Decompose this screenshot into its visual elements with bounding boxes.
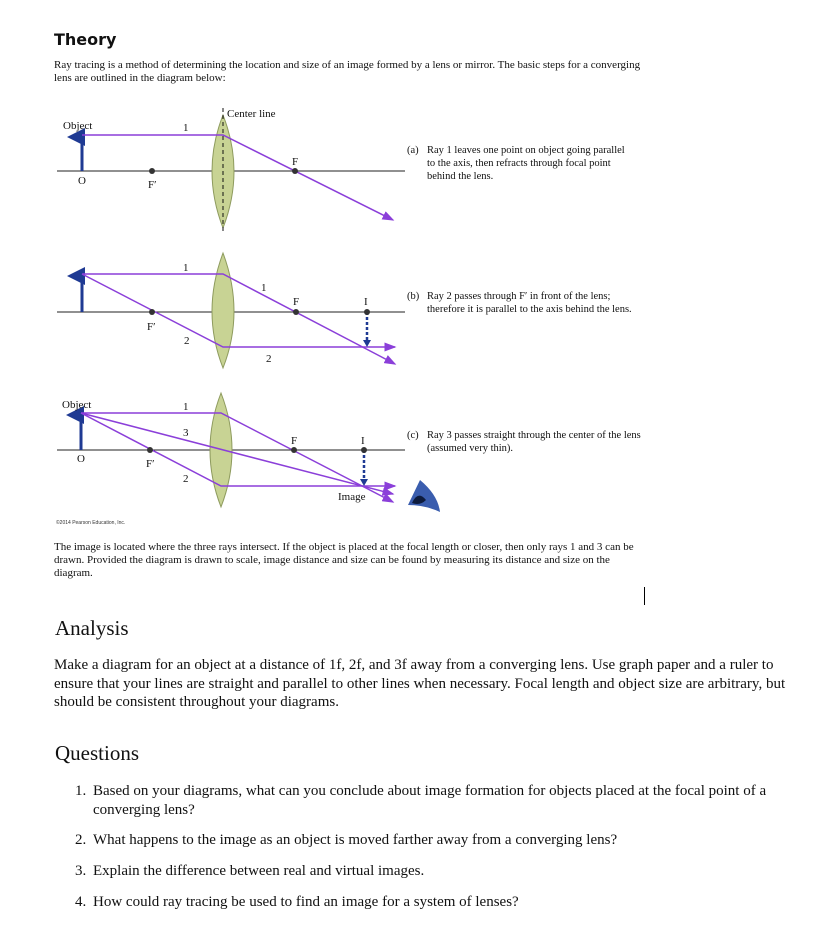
caption-c-label: (c) [407, 430, 419, 441]
theory-heading: Theory [54, 30, 117, 49]
question-text: What happens to the image as an object is moved farther away from a converging lens? [93, 832, 618, 848]
analysis-heading: Analysis [55, 616, 129, 640]
ray-1-label: 1 [261, 282, 267, 294]
text-cursor [644, 587, 645, 605]
caption-a-label: (a) [407, 145, 419, 156]
question-item [75, 862, 795, 881]
caption-b-text: Ray 2 passes through F′ in front of the lens; therefore it is parallel to the axis behind the lens. [427, 291, 632, 315]
ray-3 [81, 413, 393, 494]
object-label: Object [62, 399, 92, 411]
caption-c-text: Ray 3 passes straight through the center of the lens (assumed very thin). [427, 430, 641, 454]
ray-1 [81, 413, 393, 502]
focal-point-back [292, 168, 298, 174]
ray-1-label: 1 [183, 401, 189, 413]
question-number: 2. [75, 832, 87, 848]
f-prime-label: F′ [148, 179, 157, 191]
caption-b [407, 290, 647, 316]
caption-a-text: Ray 1 leaves one point on object going parallel to the axis, then refracts through focal point behind the lens. [427, 145, 625, 182]
caption-b-label: (b) [407, 291, 420, 302]
image-point-label: I [364, 296, 368, 308]
question-item [75, 893, 795, 912]
question-item [75, 831, 795, 850]
f-label: F [291, 435, 298, 447]
caption-c [407, 429, 647, 455]
image-label: Image [338, 491, 366, 503]
origin-label: O [77, 453, 85, 465]
f-label: F [293, 296, 300, 308]
diagram-c [57, 393, 440, 512]
diagram-a [57, 108, 405, 232]
ray-1 [82, 135, 393, 220]
f-label: F [292, 156, 299, 168]
question-text: Based on your diagrams, what can you conclude about image formation for objects placed at the focal point of a converging lens? [93, 783, 767, 818]
origin-label: O [78, 175, 86, 187]
question-text: How could ray tracing be used to find an image for a system of lenses? [93, 894, 519, 910]
center-line-label: Center line [227, 108, 276, 120]
f-prime-label: F′ [146, 458, 155, 470]
ray-2-label: 2 [183, 473, 189, 485]
analysis-paragraph: Make a diagram for an object at a distance of 1f, 2f, and 3f away from a converging lens. Use graph paper and a ruler to ensure that your lines are straight and parallel to other lines when necessary. Focal length and object size are arbitrary, but should be consistent throughout your diagrams. [54, 657, 786, 710]
question-number: 3. [75, 863, 87, 879]
question-number: 4. [75, 894, 87, 910]
questions-heading: Questions [55, 741, 139, 765]
conclusion-paragraph: The image is located where the three rays intersect. If the object is placed at the focal length or closer, then only rays 1 and 3 can be drawn. Provided the diagram is drawn to scale, image distance and size can be found by measuring its distance and size on the diagram. [54, 541, 634, 579]
copyright-notice: ©2014 Pearson Education, Inc. [56, 520, 126, 526]
diagram-b [57, 253, 405, 368]
ray-1 [82, 274, 395, 364]
ray-2 [82, 274, 395, 347]
caption-a [407, 144, 642, 183]
question-text: Explain the difference between real and virtual images. [93, 863, 425, 879]
ray-2-label: 2 [266, 353, 272, 365]
focal-point-front [149, 168, 155, 174]
ray-1-label: 1 [183, 122, 189, 134]
ray-1-label: 1 [183, 262, 189, 274]
lens [212, 253, 234, 368]
question-item [75, 782, 795, 820]
ray-3-label: 3 [183, 427, 189, 439]
object-label: Object [63, 120, 93, 132]
theory-intro: Ray tracing is a method of determining the location and size of an image formed by a lens or mirror. The basic steps for a converging lens are outlined in the diagram below: [54, 59, 641, 84]
f-prime-label: F′ [147, 321, 156, 333]
eye-icon [408, 480, 440, 512]
question-number: 1. [75, 783, 87, 799]
ray-2-label: 2 [184, 335, 190, 347]
image-point-label: I [361, 435, 365, 447]
